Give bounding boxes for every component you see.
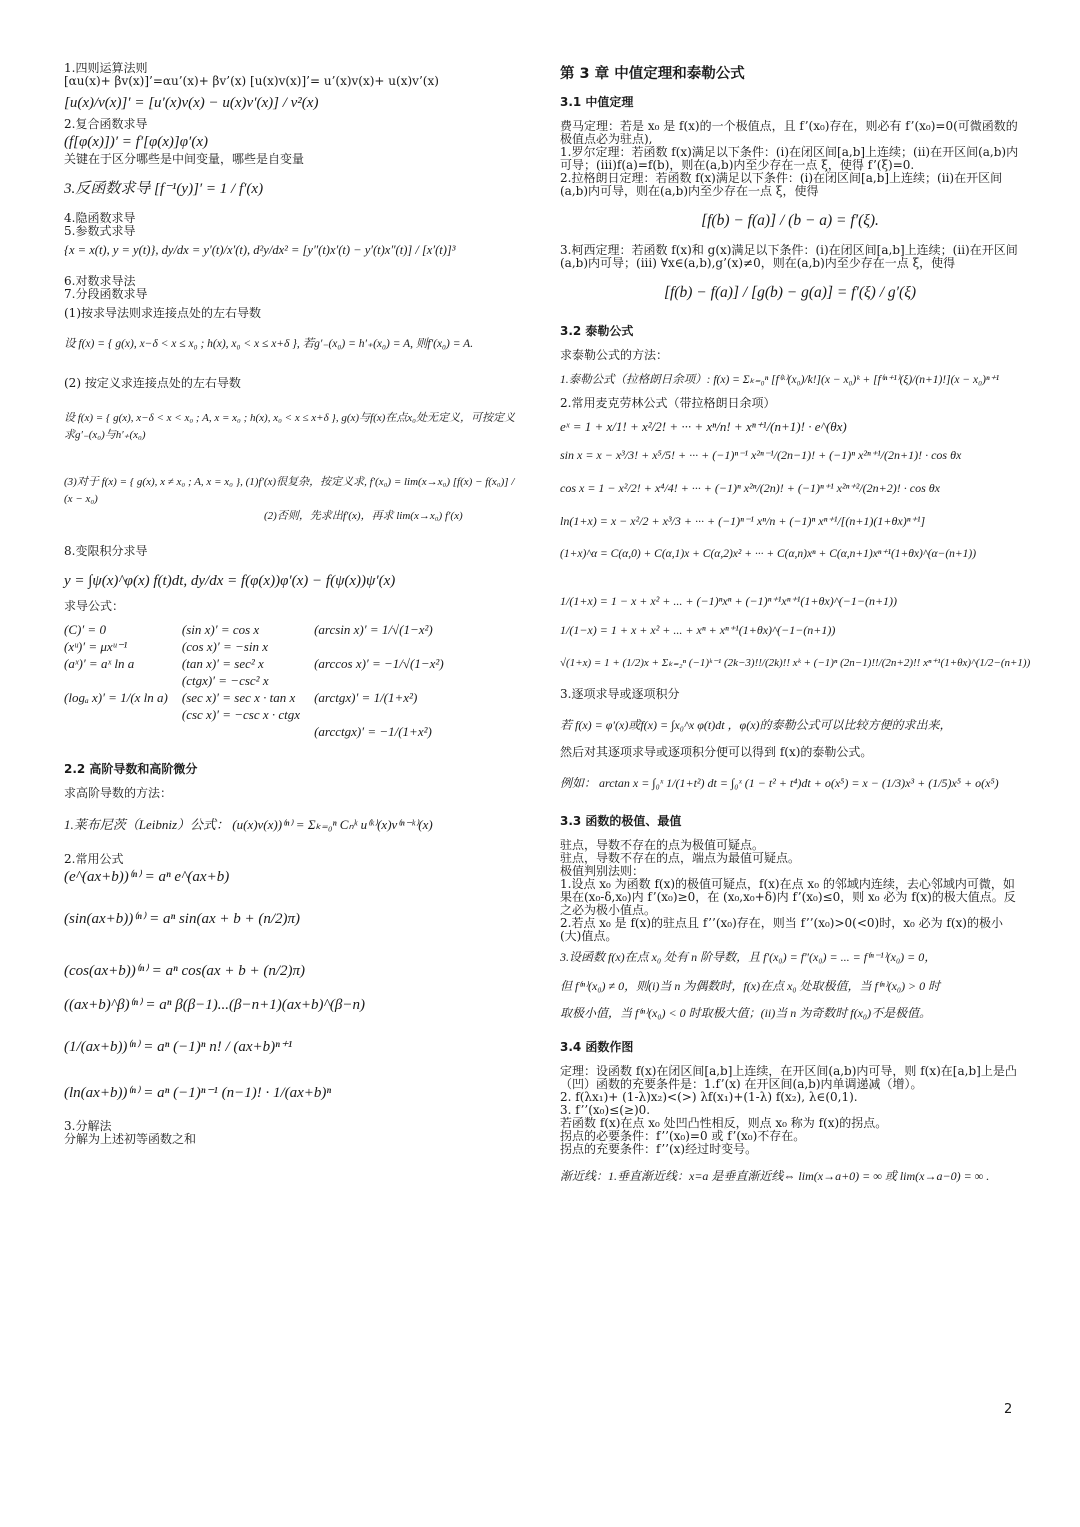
higher-derivative-methods-label: 求高阶导数的方法： [64, 786, 173, 800]
table-row [64, 672, 458, 689]
heading-implicit-derivative: 4.隐函数求导 [64, 211, 136, 225]
table-row [64, 723, 458, 740]
formula-cell: (cos x)′ = −sin x [181, 639, 268, 654]
formula-cell: (arcsin x)′ = 1/√(1−x²) [314, 622, 433, 637]
convexity-condition-3: 3. f’’(x₀)≤(≥)0. [560, 1103, 651, 1117]
inverse-function-derivative: 3.反函数求导 [f⁻¹(y)]′ = 1 / f′(x) [64, 181, 264, 197]
piecewise-formula-2: 设 f(x) = { g(x), x−δ < x < x₀ ; A, x = x₀ ; h(x), x₀ < x ≤ x+δ }, g(x)与f(x)在点x₀处无定义，可按定义求g′₋(x₀)与h′₊(x₀) [64, 412, 516, 441]
cauchy-formula: [f(b) − f(a)] / [g(b) − g(a)] = f′(ξ) / g′(ξ) [663, 284, 917, 301]
maclaurin-binomial: (1+x)^α = C(α,0) + C(α,1)x + C(α,2)x² + ··· + C(α,n)xⁿ + C(α,n+1)xⁿ⁺¹(1+θx)^(α−(n+1)) [560, 548, 977, 560]
section-heading-mean-value: 3.1 中值定理 [560, 95, 634, 109]
reciprocal-nth-derivative: (1/(ax+b))⁽ⁿ⁾ = aⁿ (−1)ⁿ n! / (ax+b)ⁿ⁺¹ [64, 1039, 293, 1055]
right-column [560, 62, 1031, 1185]
inflection-sufficient: 拐点的充要条件：f’’(x)经过时变号。 [560, 1142, 758, 1156]
nth-derivative-test-2: 但 f⁽ⁿ⁾(x₀) ≠ 0，则(i)当 n 为偶数时，f(x)在点 x₀ 处取极值，当 f⁽ⁿ⁾(x₀) > 0 时 [560, 979, 941, 993]
linearity-product-rule: [αu(x)+ βv(x)]’=αu’(x)+ βv’(x) [u(x)v(x)]’= u’(x)v(x)+ u(x)v’(x) [64, 74, 439, 88]
taylor-formula-lagrange: 1.泰勒公式（拉格朗日余项）: f(x) = Σₖ₌₀ⁿ [f⁽ᵏ⁾(x₀)/k!](x − x₀)ᵏ + [f⁽ⁿ⁺¹⁾(ξ)/(n+1)!](x − x₀)ⁿ⁺¹ [560, 374, 1000, 386]
table-row [64, 689, 458, 706]
formula-cell [314, 706, 458, 723]
log-nth-derivative: (ln(ax+b))⁽ⁿ⁾ = aⁿ (−1)ⁿ⁻¹ (n−1)! · 1/(ax+b)ⁿ [64, 1085, 332, 1101]
section-heading-higher-derivatives: 2.2 高阶导数和高阶微分 [64, 762, 198, 776]
maclaurin-sin: sin x = x − x³/3! + x⁵/5! + ··· + (−1)ⁿ⁻¹ x²ⁿ⁻¹/(2n−1)! + (−1)ⁿ x²ⁿ⁺¹/(2n+1)! · cos θx [560, 448, 962, 462]
piecewise-formula-3-else: (2)否则，先求出f′(x)，再求 lim(x→x₀) f′(x) [264, 510, 463, 522]
derivative-formula-table [64, 621, 458, 740]
second-derivative-test: 2.若点 x₀ 是 f(x)的驻点且 f’’(x₀)存在，则当 f’’(x₀)>0(<0)时，x₀ 必为 f(x)的极小(大)值点。 [560, 916, 1003, 943]
power-nth-derivative: ((ax+b)^β)⁽ⁿ⁾ = aⁿ β(β−1)...(β−n+1)(ax+b)^(β−n) [64, 997, 365, 1013]
section-heading-extrema: 3.3 函数的极值、最值 [560, 814, 682, 828]
heading-decomposition: 3.分解法 [64, 1119, 112, 1133]
formula-cell [314, 638, 458, 655]
cos-nth-derivative: (cos(ax+b))⁽ⁿ⁾ = aⁿ cos(ax + b + (n/2)π) [64, 963, 306, 979]
variable-limit-integral-formula: y = ∫ψ(x)^φ(x) f(t)dt, dy/dx = f(φ(x))φ′(x) − f(ψ(x))ψ′(x) [64, 573, 396, 589]
derivative-formulas-label: 求导公式： [64, 599, 125, 613]
maclaurin-cos: cos x = 1 − x²/2! + x⁴/4! + ··· + (−1)ⁿ x²ⁿ/(2n)! + (−1)ⁿ⁺¹ x²ⁿ⁺²/(2n+2)! · cos θx [560, 481, 940, 495]
first-derivative-test: 1.设点 x₀ 为函数 f(x)的极值可疑点，f(x)在点 x₀ 的邻域内连续，去心邻域内可微，如果在(x₀-δ,x₀)内 f’(x₀)≥0，在 (x₀,x₀+δ)内 f’(x₀)≤0，则 x₀ 必为 f(x)的极大值点。反之必为极小值点。 [560, 877, 1016, 917]
common-formulas-label: 2.常用公式 [64, 852, 124, 866]
piecewise-method-1: (1)按求导法则求连接点处的左右导数 [64, 306, 261, 320]
formula-cell [182, 723, 314, 740]
decomposition-note: 分解为上述初等函数之和 [64, 1132, 197, 1146]
maclaurin-reciprocal-plus: 1/(1+x) = 1 − x + x² + ... + (−1)ⁿxⁿ + (−1)ⁿ⁺¹xⁿ⁺¹(1+θx)^(−1−(n+1)) [560, 594, 898, 608]
heading-chain-rule: 2.复合函数求导 [64, 117, 148, 131]
piecewise-formula-1: 设 f(x) = { g(x), x−δ < x ≤ x₀ ; h(x), x₀ < x ≤ x+δ }, 若g′₋(x₀) = h′₊(x₀) = A, 则f′(x₀) = A. [64, 338, 474, 350]
chain-rule-formula: (f[φ(x)])′ = f′[φ(x)]φ′(x) [64, 134, 208, 150]
extrema-test-label: 极值判别法则： [560, 864, 645, 878]
chapter-title: 第 3 章 中值定理和泰勒公式 [560, 66, 745, 82]
formula-cell: (csc x)′ = −csc x · ctgx [181, 707, 301, 722]
convexity-condition-2: 2. f(λx₁)+ (1-λ)x₂)<(>) λf(x₁)+(1-λ) f(x₂), λ∈(0,1). [560, 1090, 858, 1104]
inflection-definition: 若函数 f(x)在点 x₀ 处凹凸性相反，则点 x₀ 称为 f(x)的拐点。 [560, 1116, 888, 1130]
quotient-rule-formula: [u(x)/v(x)]′ = [u′(x)v(x) − u(x)v′(x)] / v²(x) [64, 95, 319, 111]
chain-rule-note: 关键在于区分哪些是中间变量，哪些是自变量 [64, 152, 305, 166]
formula-cell: (logₐ x)′ = 1/(x ln a) [64, 690, 168, 705]
formula-cell: (xᵘ)′ = μxᵘ⁻¹ [64, 639, 128, 654]
formula-cell: (sec x)′ = sec x · tan x [181, 690, 296, 705]
formula-cell: (tan x)′ = sec² x [181, 656, 264, 671]
termwise-condition: 若 f(x) = φ′(x)或f(x) = ∫x₀^x φ(t)dt ，φ(x)的泰勒公式可以比较方便的求出来， [560, 718, 952, 732]
taylor-methods-label: 求泰勒公式的方法： [560, 348, 669, 362]
section-heading-graphing: 3.4 函数作图 [560, 1040, 634, 1054]
maclaurin-exp: eˣ = 1 + x/1! + x²/2! + ··· + xⁿ/n! + xⁿ⁺¹/(n+1)! · e^(θx) [560, 419, 847, 434]
sin-nth-derivative: (sin(ax+b))⁽ⁿ⁾ = aⁿ sin(ax + b + (n/2)π) [64, 911, 301, 927]
heading-parametric-derivative: 5.参数式求导 [64, 224, 136, 238]
heading-log-derivative: 6.对数求导法 [64, 274, 136, 288]
table-row [64, 621, 458, 638]
fermat-theorem: 费马定理：若是 x₀ 是 f(x)的一个极值点，且 f’(x₀)存在，则必有 f’(x₀)=0(可微函数的极值点必为驻点), [560, 119, 1018, 146]
maclaurin-reciprocal-minus: 1/(1−x) = 1 + x + x² + ... + xⁿ + xⁿ⁺¹(1+θx)^(−1−(n+1)) [560, 623, 836, 637]
lagrange-theorem: 2.拉格朗日定理：若函数 f(x)满足以下条件：(i)在闭区间[a,b]上连续；(ii)在开区间(a,b)内可导，则在(a,b)内至少存在一点 ξ，使得 [560, 171, 1003, 198]
formula-cell [64, 706, 182, 723]
page-number: 2 [1004, 1402, 1013, 1417]
formula-cell: (arcctgx)′ = −1/(1+x²) [314, 724, 432, 739]
heading-piecewise-derivative: 7.分段函数求导 [64, 287, 148, 301]
termwise-conclusion: 然后对其逐项求导或逐项积分便可以得到 f(x)的泰勒公式。 [560, 745, 873, 759]
rolle-theorem: 1.罗尔定理：若函数 f(x)满足以下条件：(i)在闭区间[a,b]上连续；(ii)在开区间(a,b)内可导；(iii)f(a)=f(b)，则在(a,b)内至少存在一点 ξ，使得 f’(ξ)=0. [560, 145, 1019, 172]
termwise-heading: 3.逐项求导或逐项积分 [560, 687, 680, 701]
maclaurin-ln: ln(1+x) = x − x²/2 + x³/3 + ··· + (−1)ⁿ⁻¹ xⁿ/n + (−1)ⁿ xⁿ⁺¹/[(n+1)(1+θx)ⁿ⁺¹] [560, 514, 926, 528]
inflection-necessary: 拐点的必要条件：f’’(x₀)=0 或 f’(x₀)不存在。 [560, 1129, 806, 1143]
formula-cell [314, 672, 458, 689]
table-row [64, 706, 458, 723]
piecewise-method-2: (2) 按定义求连接点处的左右导数 [64, 376, 241, 390]
maclaurin-label: 2.常用麦克劳林公式（带拉格朗日余项） [560, 396, 776, 410]
formula-cell: (ctgx)′ = −csc² x [181, 673, 269, 688]
cauchy-theorem: 3.柯西定理：若函数 f(x)和 g(x)满足以下条件：(i)在闭区间[a,b]上连续；(ii)在开区间(a,b)内可导；(iii) ∀x∈(a,b),g’(x)≠0，则在(a,b)内至少存在一点 ξ，使得 [560, 243, 1018, 270]
heading-variable-limit-integral: 8.变限积分求导 [64, 544, 148, 558]
leibniz-formula: 1.莱布尼茨（Leibniz）公式： (u(x)v(x))⁽ⁿ⁾ = Σₖ₌₀ⁿ Cₙᵏ u⁽ᵏ⁾(x)v⁽ⁿ⁻ᵏ⁾(x) [64, 817, 433, 832]
vertical-asymptote: 渐近线：1.垂直渐近线：x=a 是垂直渐近线⇔ lim(x→a+0) = ∞ 或 lim(x→a−0) = ∞ . [560, 1169, 990, 1183]
left-column [64, 62, 534, 1146]
extrema-candidates: 驻点，导数不存在的点为极值可疑点。 [560, 838, 765, 852]
table-row [64, 638, 458, 655]
lagrange-formula: [f(b) − f(a)] / (b − a) = f′(ξ). [701, 212, 879, 229]
formula-cell: (C)′ = 0 [64, 622, 106, 637]
convexity-theorem: 定理：设函数 f(x)在闭区间[a,b]上连续，在开区间(a,b)内可导，则 f(x)在[a,b]上是凸（凹）函数的充要条件是：1.f’(x) 在开区间(a,b)内单调递减（增）。 [560, 1064, 1017, 1091]
max-min-candidates: 驻点，导数不存在的点，端点为最值可疑点。 [560, 851, 801, 865]
table-row [64, 655, 458, 672]
nth-derivative-test-1: 3.设函数 f(x)在点 x₀ 处有 n 阶导数，且 f′(x₀) = f″(x₀) = ... = f⁽ⁿ⁻¹⁾(x₀) = 0， [560, 950, 937, 964]
arctan-example: 例如： arctan x = ∫₀ˣ 1/(1+t²) dt = ∫₀ˣ (1 − t² + t⁴)dt + o(x⁵) = x − (1/3)x³ + (1/5)x⁵ + o(x⁵) [560, 776, 999, 790]
formula-cell: (aˣ)′ = aˣ ln a [64, 656, 135, 671]
piecewise-formula-3: (3)对于 f(x) = { g(x), x ≠ x₀ ; A, x = x₀ }, (1)f′(x)很复杂，按定义求, f′(x₀) = lim(x→x₀) [f(x) − f(x₀)] / (x − x₀) [64, 476, 515, 505]
formula-cell [64, 672, 182, 689]
exp-nth-derivative: (e^(ax+b))⁽ⁿ⁾ = aⁿ e^(ax+b) [64, 869, 230, 885]
formula-cell: (arccos x)′ = −1/√(1−x²) [314, 656, 444, 671]
heading-arithmetic-rules: 1.四则运算法则 [64, 61, 148, 75]
nth-derivative-test-3: 取极小值，当 f⁽ⁿ⁾(x₀) < 0 时取极大值；(ii)当 n 为奇数时 f(x₀)不是极值。 [560, 1006, 932, 1020]
formula-cell [64, 723, 182, 740]
formula-cell: (arctgx)′ = 1/(1+x²) [314, 690, 418, 705]
maclaurin-sqrt: √(1+x) = 1 + (1/2)x + Σₖ₌₂ⁿ (−1)ᵏ⁻¹ (2k−3)!!/(2k)!! xᵏ + (−1)ⁿ (2n−1)!!/(2n+2)!! xⁿ⁺¹(1+θx)^(1/2−(n+1)) [560, 657, 1031, 669]
section-heading-taylor: 3.2 泰勒公式 [560, 324, 634, 338]
parametric-derivative-formula: {x = x(t), y = y(t)}, dy/dx = y′(t)/x′(t), d²y/dx² = [y″(t)x′(t) − y′(t)x″(t)] / [x′(t)]³ [64, 243, 456, 257]
formula-cell: (sin x)′ = cos x [181, 622, 260, 637]
